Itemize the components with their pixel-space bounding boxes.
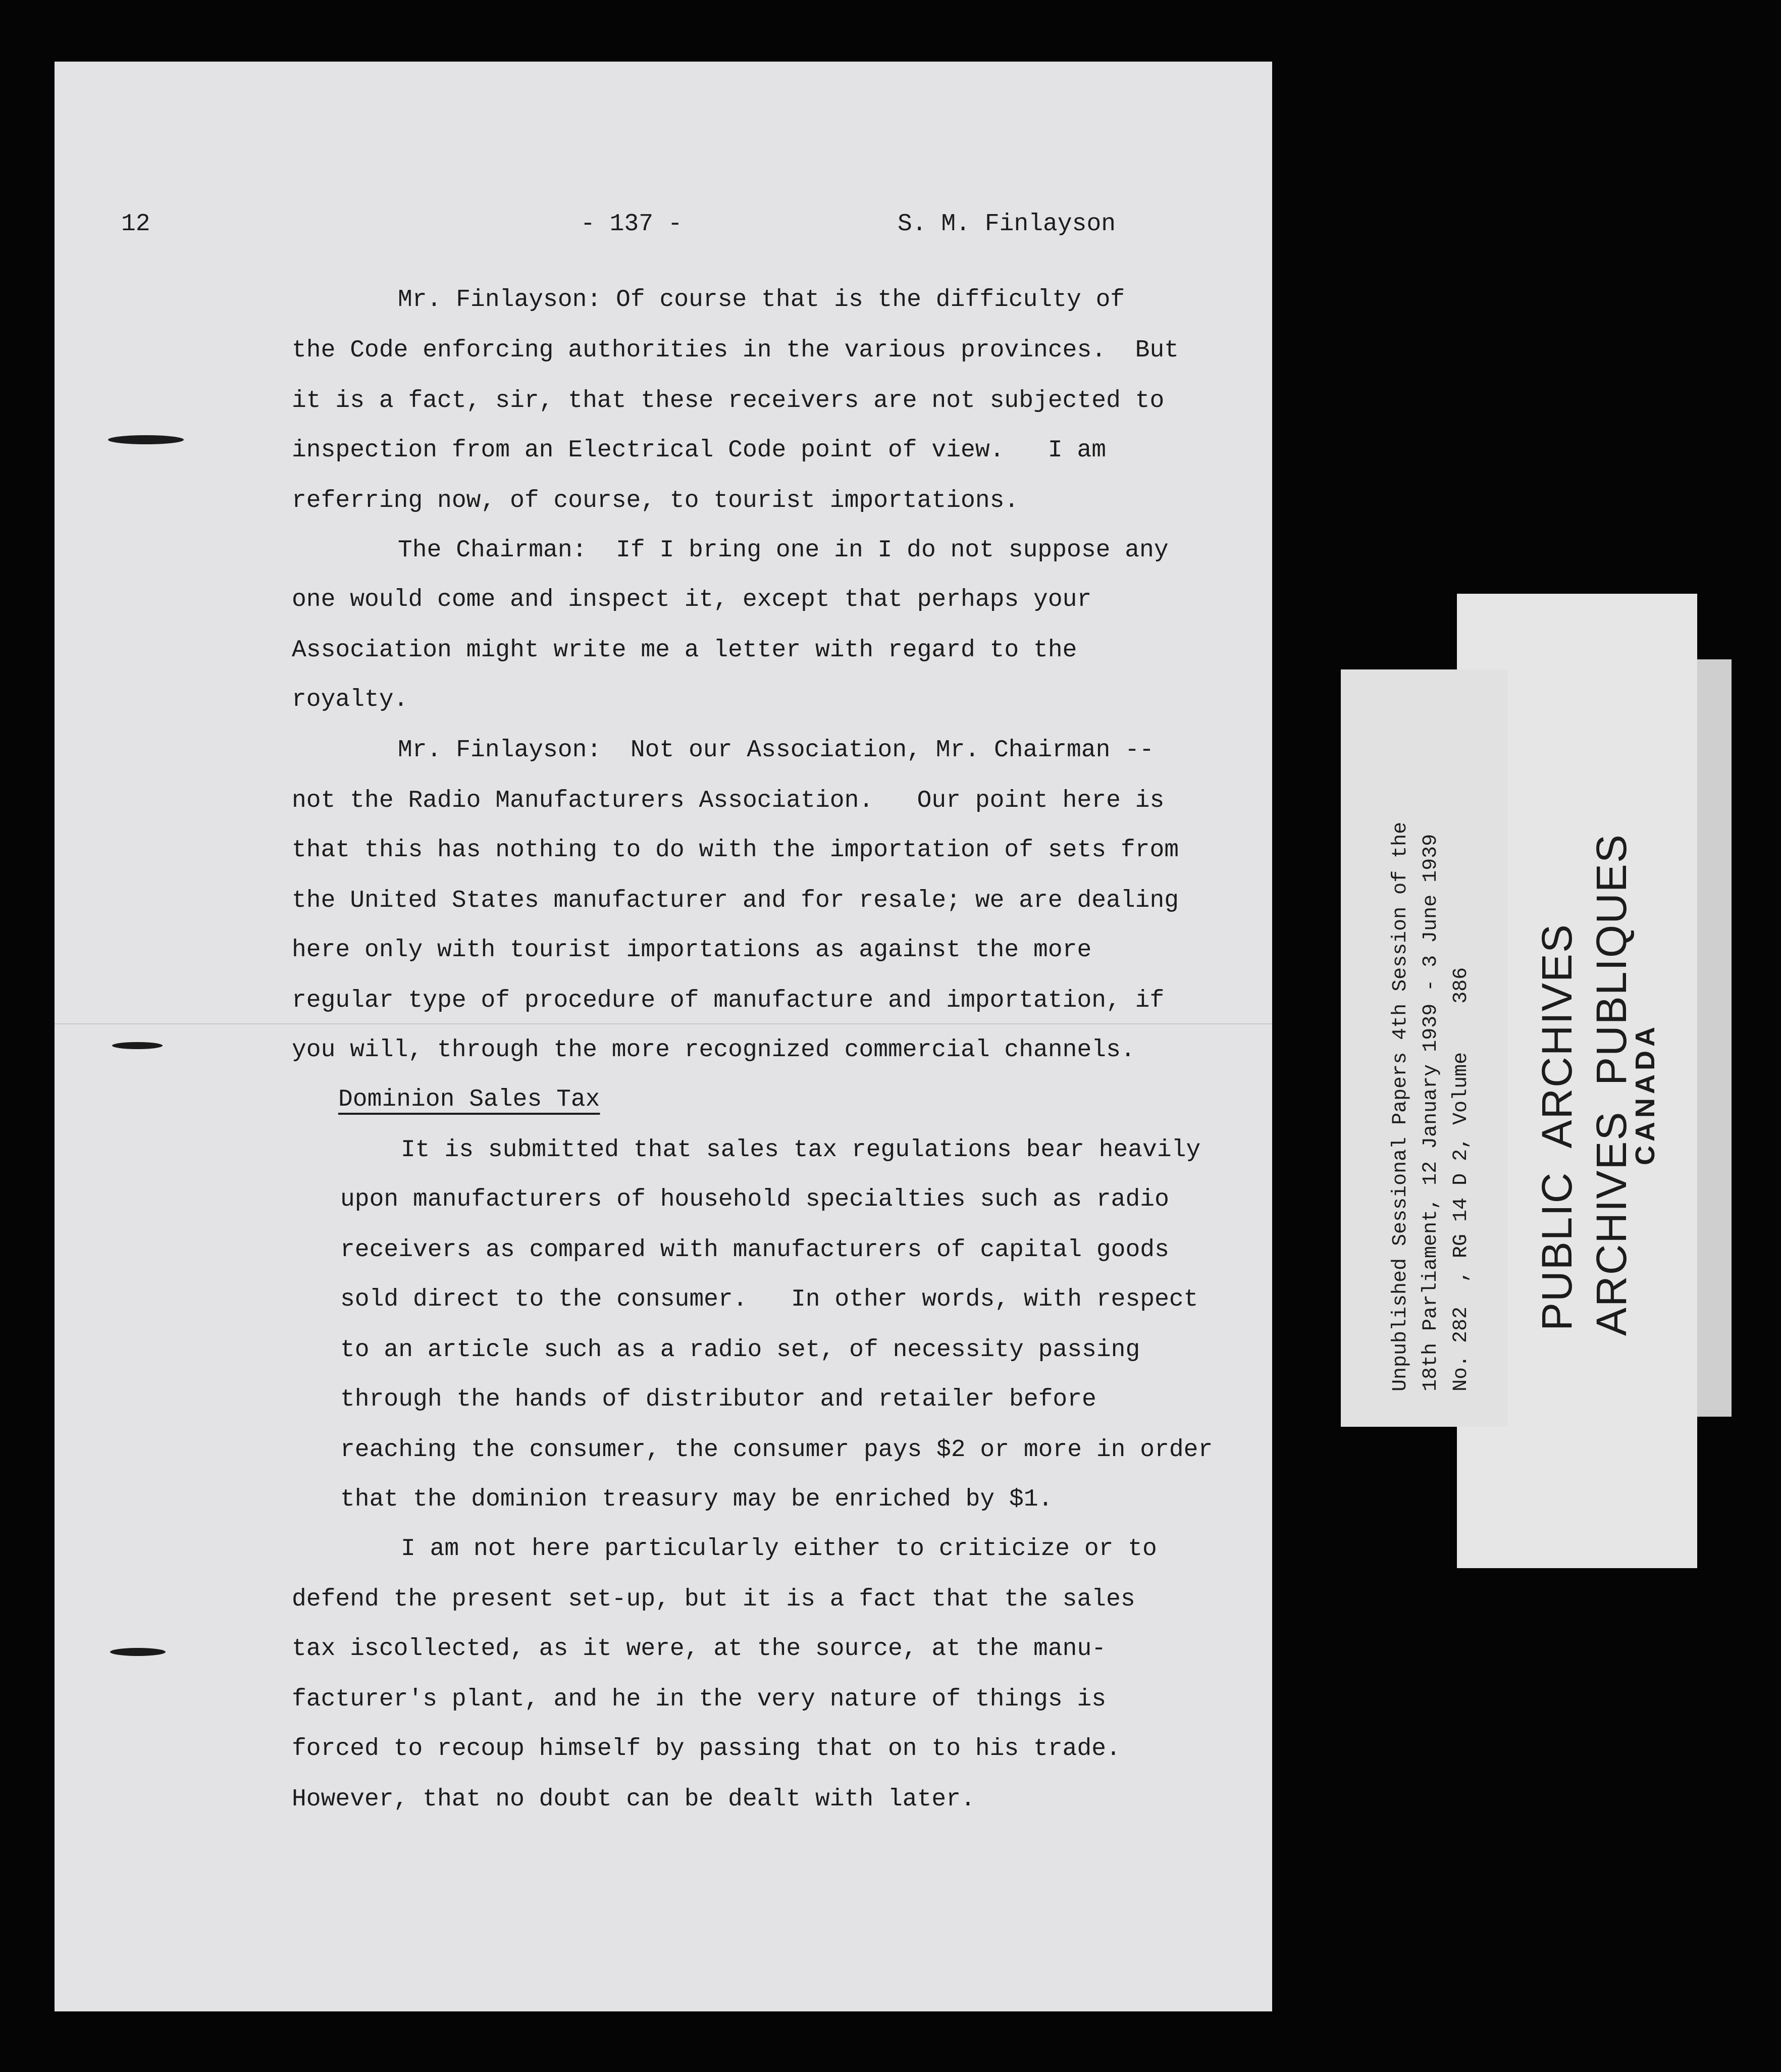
section-line: It is submitted that sales tax regulations bear heavily	[401, 1136, 1201, 1164]
closing-line: However, that no doubt can be dealt with later.	[292, 1786, 975, 1813]
body-line: not the Radio Manufacturers Association. Our point here is	[292, 787, 1165, 814]
closing-line: tax iscollected, as it were, at the source, at the manu-	[292, 1635, 1107, 1663]
body-line: inspection from an Electrical Code point of view. I am	[292, 437, 1107, 464]
body-line: royalty.	[292, 686, 408, 713]
speaker-header: S. M. Finlayson	[898, 211, 1116, 238]
section-line: through the hands of distributor and retailer before	[340, 1386, 1096, 1413]
body-line: Mr. Finlayson: Not our Association, Mr. Chairman --	[398, 737, 1154, 764]
punch-hole-mark	[110, 1648, 166, 1656]
body-line: Association might write me a letter with regard to the	[292, 637, 1077, 664]
page-number: 12	[121, 211, 150, 238]
closing-line: facturer's plant, and he in the very nature of things is	[292, 1686, 1107, 1713]
archive-label-line: No. 282 , RG 14 D 2, Volume 386	[1450, 967, 1473, 1391]
body-line: The Chairman: If I bring one in I do not suppose any	[398, 537, 1169, 564]
body-line: one would come and inspect it, except that perhaps your	[292, 586, 1092, 613]
section-line: sold direct to the consumer. In other words, with respect	[340, 1286, 1198, 1313]
body-line: Mr. Finlayson: Of course that is the difficulty of	[398, 286, 1125, 314]
body-line: regular type of procedure of manufacture and importation, if	[292, 987, 1165, 1014]
archive-tab-shadow	[1691, 659, 1732, 1417]
body-line: the United States manufacturer and for resale; we are dealing	[292, 887, 1179, 914]
punch-hole-mark	[112, 1042, 163, 1049]
document-page	[55, 62, 1272, 2011]
archive-stamp-line: ARCHIVES PUBLIQUES	[1588, 834, 1635, 1336]
closing-line: defend the present set-up, but it is a fact that the sales	[292, 1586, 1135, 1613]
body-line: referring now, of course, to tourist importations.	[292, 487, 1019, 514]
section-line: to an article such as a radio set, of necessity passing	[340, 1336, 1140, 1364]
section-line: reaching the consumer, the consumer pays $2 or more in order	[340, 1436, 1213, 1464]
archive-stamp-line: PUBLIC ARCHIVES	[1533, 923, 1581, 1331]
archive-label-line: Unpublished Sessional Papers 4th Session of the	[1389, 821, 1412, 1391]
body-line: here only with tourist importations as against the more	[292, 937, 1092, 964]
section-line: that the dominion treasury may be enriched by $1.	[340, 1486, 1053, 1513]
fold-line	[55, 1023, 1272, 1024]
section-line: receivers as compared with manufacturers of capital goods	[340, 1236, 1169, 1264]
archive-label-line: 18th Parliament, 12 January 1939 - 3 June 1939	[1420, 834, 1442, 1391]
body-line: it is a fact, sir, that these receivers are not subjected to	[292, 387, 1165, 415]
body-line: the Code enforcing authorities in the various provinces. But	[292, 337, 1179, 364]
body-line: you will, through the more recognized commercial channels.	[292, 1037, 1135, 1064]
closing-line: I am not here particularly either to criticize or to	[401, 1535, 1157, 1563]
archive-stamp-line: CANADA	[1630, 1023, 1660, 1165]
closing-line: forced to recoup himself by passing that on to his trade.	[292, 1735, 1121, 1763]
body-line: that this has nothing to do with the importation of sets from	[292, 837, 1179, 864]
archive-reference-label	[1341, 669, 1507, 1427]
center-page-number: - 137 -	[581, 211, 683, 238]
section-line: upon manufacturers of household specialties such as radio	[340, 1186, 1169, 1213]
punch-hole-mark	[108, 435, 184, 444]
section-heading: Dominion Sales Tax	[338, 1086, 600, 1113]
